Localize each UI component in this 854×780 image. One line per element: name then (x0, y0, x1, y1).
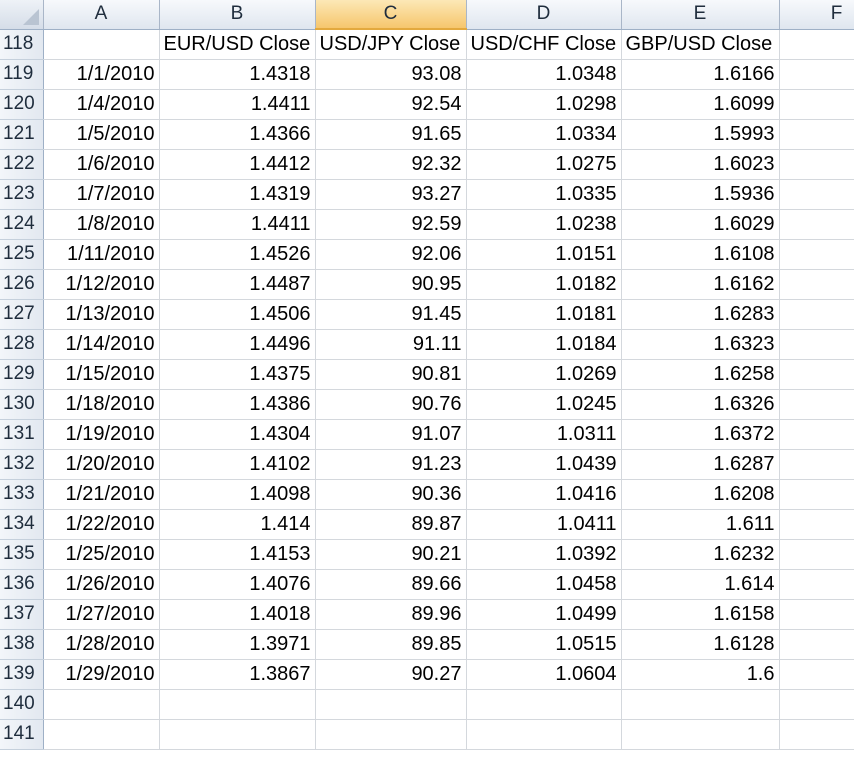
cell-a[interactable]: 1/13/2010 (43, 299, 159, 329)
cell-a[interactable]: 1/12/2010 (43, 269, 159, 299)
cell-c[interactable]: 93.08 (315, 59, 466, 89)
row-header[interactable]: 137 (0, 599, 43, 629)
row-header[interactable]: 119 (0, 59, 43, 89)
cell-e[interactable]: 1.6023 (621, 149, 779, 179)
cell-d[interactable]: 1.0499 (466, 599, 621, 629)
cell-e[interactable]: 1.6232 (621, 539, 779, 569)
cell-f[interactable] (779, 539, 854, 569)
row-header[interactable]: 122 (0, 149, 43, 179)
cell-b[interactable]: 1.4318 (159, 59, 315, 89)
cell-b[interactable]: 1.4496 (159, 329, 315, 359)
cell-f[interactable] (779, 209, 854, 239)
cell-a[interactable]: 1/15/2010 (43, 359, 159, 389)
table-row (0, 509, 854, 539)
cell-b[interactable]: 1.4018 (159, 599, 315, 629)
cell-b[interactable]: EUR/USD Close (159, 29, 315, 59)
cell-c[interactable]: 90.81 (315, 359, 466, 389)
column-header-f[interactable]: F (779, 0, 854, 29)
cell-c[interactable]: 90.76 (315, 389, 466, 419)
cell-b[interactable]: 1.4386 (159, 389, 315, 419)
cell-c[interactable]: 92.06 (315, 239, 466, 269)
cell-b[interactable]: 1.4526 (159, 239, 315, 269)
cell-c[interactable] (315, 719, 466, 749)
column-header-e[interactable]: E (621, 0, 779, 29)
header-data-row (0, 29, 854, 59)
cell-f[interactable] (779, 569, 854, 599)
cell-d[interactable]: 1.0181 (466, 299, 621, 329)
table-row (0, 269, 854, 299)
cell-e[interactable]: 1.614 (621, 569, 779, 599)
cell-f[interactable] (779, 389, 854, 419)
cell-e[interactable]: 1.6208 (621, 479, 779, 509)
cell-d[interactable]: 1.0311 (466, 419, 621, 449)
table-row (0, 419, 854, 449)
cell-f[interactable] (779, 89, 854, 119)
cell-c[interactable]: 90.21 (315, 539, 466, 569)
row-header[interactable]: 141 (0, 719, 43, 749)
cell-f[interactable] (779, 659, 854, 689)
column-header-c[interactable]: C (315, 0, 466, 29)
row-header[interactable]: 126 (0, 269, 43, 299)
cell-d[interactable]: 1.0392 (466, 539, 621, 569)
row-header[interactable]: 124 (0, 209, 43, 239)
cell-a[interactable]: 1/22/2010 (43, 509, 159, 539)
column-header-row (0, 0, 854, 29)
table-row (0, 449, 854, 479)
row-header[interactable]: 131 (0, 419, 43, 449)
cell-d[interactable]: 1.0182 (466, 269, 621, 299)
cell-a[interactable] (43, 719, 159, 749)
cell-e[interactable]: 1.6128 (621, 629, 779, 659)
cell-d[interactable]: 1.0275 (466, 149, 621, 179)
cell-d[interactable]: 1.0298 (466, 89, 621, 119)
cell-f[interactable] (779, 359, 854, 389)
column-header-d[interactable]: D (466, 0, 621, 29)
cell-b[interactable]: 1.4304 (159, 419, 315, 449)
cell-b[interactable]: 1.4412 (159, 149, 315, 179)
table-row (0, 89, 854, 119)
cell-a[interactable]: 1/21/2010 (43, 479, 159, 509)
table-row (0, 359, 854, 389)
cell-a[interactable]: 1/5/2010 (43, 119, 159, 149)
cell-f[interactable] (779, 599, 854, 629)
cell-f[interactable] (779, 689, 854, 719)
cell-e[interactable] (621, 719, 779, 749)
cell-e[interactable]: 1.6287 (621, 449, 779, 479)
row-header[interactable]: 125 (0, 239, 43, 269)
cell-f[interactable] (779, 179, 854, 209)
cell-e[interactable]: 1.6372 (621, 419, 779, 449)
column-header-a[interactable]: A (43, 0, 159, 29)
cell-a[interactable] (43, 689, 159, 719)
cell-e[interactable]: 1.5936 (621, 179, 779, 209)
cell-e[interactable]: 1.6326 (621, 389, 779, 419)
cell-a[interactable]: 1/14/2010 (43, 329, 159, 359)
cell-f[interactable] (779, 629, 854, 659)
table-row (0, 149, 854, 179)
cell-d[interactable]: 1.0151 (466, 239, 621, 269)
cell-f[interactable] (779, 149, 854, 179)
cell-a[interactable]: 1/11/2010 (43, 239, 159, 269)
cell-c[interactable]: USD/JPY Close (315, 29, 466, 59)
cell-c[interactable]: 91.45 (315, 299, 466, 329)
row-header[interactable]: 132 (0, 449, 43, 479)
cell-a[interactable]: 1/26/2010 (43, 569, 159, 599)
row-header[interactable]: 127 (0, 299, 43, 329)
cell-b[interactable]: 1.4153 (159, 539, 315, 569)
cell-d[interactable]: 1.0334 (466, 119, 621, 149)
cell-a[interactable]: 1/29/2010 (43, 659, 159, 689)
cell-b[interactable]: 1.4506 (159, 299, 315, 329)
cell-b[interactable]: 1.4102 (159, 449, 315, 479)
cell-c[interactable]: 93.27 (315, 179, 466, 209)
cell-f[interactable] (779, 119, 854, 149)
cell-d[interactable]: 1.0439 (466, 449, 621, 479)
cell-e[interactable]: 1.5993 (621, 119, 779, 149)
cell-c[interactable]: 89.85 (315, 629, 466, 659)
cell-b[interactable]: 1.3971 (159, 629, 315, 659)
cell-b[interactable]: 1.4375 (159, 359, 315, 389)
cell-a[interactable]: 1/1/2010 (43, 59, 159, 89)
cell-b[interactable]: 1.4076 (159, 569, 315, 599)
row-header[interactable]: 128 (0, 329, 43, 359)
row-header[interactable]: 129 (0, 359, 43, 389)
table-row (0, 179, 854, 209)
cell-e[interactable]: 1.6158 (621, 599, 779, 629)
cell-b[interactable] (159, 689, 315, 719)
table-row (0, 689, 854, 719)
cell-b[interactable]: 1.4411 (159, 89, 315, 119)
row-header[interactable]: 133 (0, 479, 43, 509)
table-row (0, 629, 854, 659)
cell-d[interactable]: 1.0184 (466, 329, 621, 359)
cell-d[interactable]: 1.0245 (466, 389, 621, 419)
cell-c[interactable]: 89.87 (315, 509, 466, 539)
row-header[interactable]: 138 (0, 629, 43, 659)
cell-e[interactable] (621, 689, 779, 719)
cell-f[interactable] (779, 419, 854, 449)
row-header[interactable]: 123 (0, 179, 43, 209)
table-row (0, 599, 854, 629)
cell-c[interactable]: 90.27 (315, 659, 466, 689)
cell-e[interactable]: 1.6323 (621, 329, 779, 359)
cell-e[interactable]: 1.6 (621, 659, 779, 689)
cell-f[interactable] (779, 59, 854, 89)
table-row (0, 479, 854, 509)
cell-e[interactable]: 1.6029 (621, 209, 779, 239)
cell-e[interactable]: GBP/USD Close (621, 29, 779, 59)
table-row (0, 569, 854, 599)
cell-d[interactable]: 1.0411 (466, 509, 621, 539)
cell-a[interactable]: 1/18/2010 (43, 389, 159, 419)
cell-b[interactable]: 1.4098 (159, 479, 315, 509)
cell-a[interactable]: 1/4/2010 (43, 89, 159, 119)
table-row (0, 239, 854, 269)
cell-f[interactable] (779, 269, 854, 299)
cell-d[interactable]: 1.0416 (466, 479, 621, 509)
row-header[interactable]: 135 (0, 539, 43, 569)
cell-a[interactable]: 1/7/2010 (43, 179, 159, 209)
cell-f[interactable] (779, 449, 854, 479)
select-all-icon (23, 9, 39, 25)
cell-e[interactable]: 1.6162 (621, 269, 779, 299)
cell-f[interactable] (779, 239, 854, 269)
cell-e[interactable]: 1.6283 (621, 299, 779, 329)
cell-f[interactable] (779, 329, 854, 359)
cell-c[interactable]: 89.96 (315, 599, 466, 629)
cell-e[interactable]: 1.6258 (621, 359, 779, 389)
row-header[interactable]: 140 (0, 689, 43, 719)
cell-c[interactable]: 91.11 (315, 329, 466, 359)
table-row (0, 209, 854, 239)
cell-a[interactable]: 1/27/2010 (43, 599, 159, 629)
row-header[interactable]: 121 (0, 119, 43, 149)
cell-b[interactable]: 1.414 (159, 509, 315, 539)
cell-d[interactable]: USD/CHF Close (466, 29, 621, 59)
cell-a[interactable] (43, 29, 159, 59)
cell-e[interactable]: 1.6108 (621, 239, 779, 269)
cell-c[interactable]: 92.32 (315, 149, 466, 179)
cell-b[interactable] (159, 719, 315, 749)
cell-d[interactable] (466, 689, 621, 719)
table-row (0, 329, 854, 359)
cell-e[interactable]: 1.6166 (621, 59, 779, 89)
cell-e[interactable]: 1.6099 (621, 89, 779, 119)
cell-a[interactable]: 1/6/2010 (43, 149, 159, 179)
cell-d[interactable]: 1.0238 (466, 209, 621, 239)
cell-e[interactable]: 1.611 (621, 509, 779, 539)
cell-d[interactable]: 1.0458 (466, 569, 621, 599)
cell-b[interactable]: 1.4319 (159, 179, 315, 209)
table-row (0, 389, 854, 419)
cell-f[interactable] (779, 719, 854, 749)
cell-b[interactable]: 1.4366 (159, 119, 315, 149)
cell-d[interactable]: 1.0269 (466, 359, 621, 389)
cell-c[interactable]: 90.36 (315, 479, 466, 509)
cell-d[interactable] (466, 719, 621, 749)
table-row (0, 119, 854, 149)
cell-c[interactable]: 91.65 (315, 119, 466, 149)
cell-b[interactable]: 1.4487 (159, 269, 315, 299)
column-header-b[interactable]: B (159, 0, 315, 29)
cell-a[interactable]: 1/19/2010 (43, 419, 159, 449)
cell-c[interactable]: 91.07 (315, 419, 466, 449)
cell-c[interactable]: 91.23 (315, 449, 466, 479)
row-header[interactable]: 118 (0, 29, 43, 59)
table-row (0, 719, 854, 749)
cell-c[interactable]: 90.95 (315, 269, 466, 299)
cell-c[interactable]: 92.59 (315, 209, 466, 239)
cell-c[interactable]: 89.66 (315, 569, 466, 599)
cell-f[interactable] (779, 479, 854, 509)
table-row (0, 59, 854, 89)
cell-c[interactable] (315, 689, 466, 719)
row-header[interactable]: 130 (0, 389, 43, 419)
cell-d[interactable]: 1.0604 (466, 659, 621, 689)
cell-a[interactable]: 1/20/2010 (43, 449, 159, 479)
cell-c[interactable]: 92.54 (315, 89, 466, 119)
row-header[interactable]: 134 (0, 509, 43, 539)
cell-f[interactable] (779, 29, 854, 59)
cell-b[interactable]: 1.3867 (159, 659, 315, 689)
cell-f[interactable] (779, 509, 854, 539)
row-header[interactable]: 139 (0, 659, 43, 689)
cell-a[interactable]: 1/28/2010 (43, 629, 159, 659)
table-row (0, 539, 854, 569)
select-all-button[interactable] (0, 0, 43, 29)
cell-b[interactable]: 1.4411 (159, 209, 315, 239)
cell-a[interactable]: 1/25/2010 (43, 539, 159, 569)
cell-a[interactable]: 1/8/2010 (43, 209, 159, 239)
row-header[interactable]: 120 (0, 89, 43, 119)
cell-d[interactable]: 1.0335 (466, 179, 621, 209)
cell-f[interactable] (779, 299, 854, 329)
cell-d[interactable]: 1.0515 (466, 629, 621, 659)
cell-d[interactable]: 1.0348 (466, 59, 621, 89)
table-row (0, 299, 854, 329)
row-header[interactable]: 136 (0, 569, 43, 599)
table-row (0, 659, 854, 689)
